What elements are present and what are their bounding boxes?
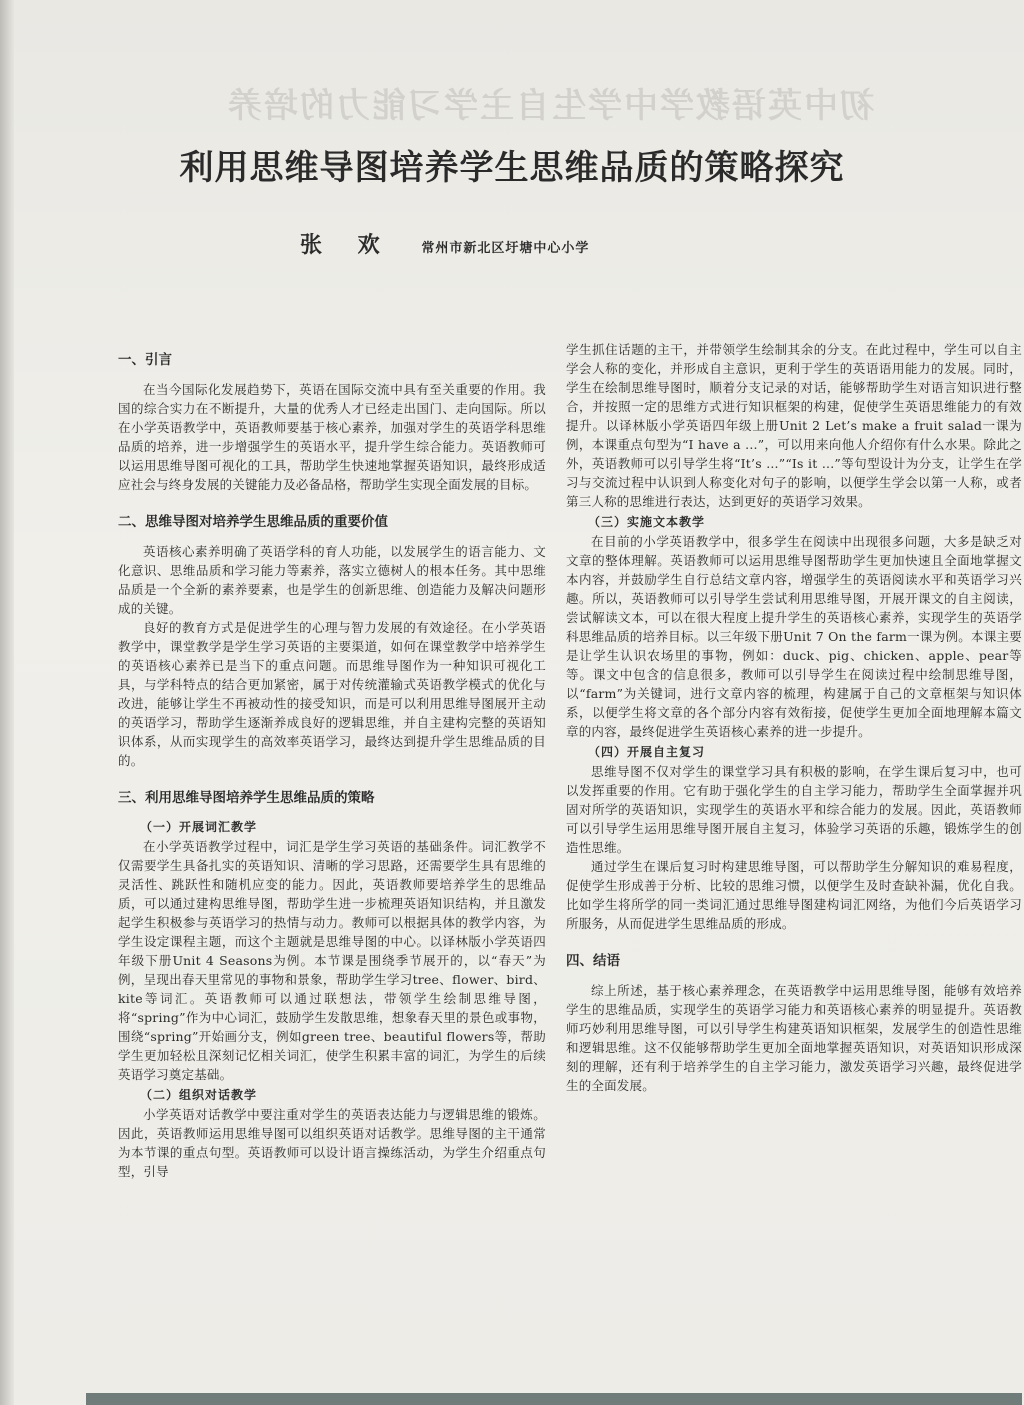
subsection-heading-vocabulary: （一）开展词汇教学 (140, 820, 258, 834)
paragraph: 思维导图不仅对学生的课堂学习具有积极的影响，在学生课后复习中，也可以发挥重要的作用。它有助于强化学生的自主学习能力，帮助学生全面掌握并巩固对所学的英语知识，实现学生的英语水平和综合能力的发展。因此，英语教师可以引导学生运用思维导图开展自主复习，体验学习英语的乐趣，锻炼学生的创造性思维。 (566, 764, 1022, 855)
section-heading-conclusion: 四、结语 (566, 953, 620, 969)
paragraph: 英语核心素养明确了英语学科的育人功能，以发展学生的语言能力、文化意识、思维品质和学习能力等素养，落实立德树人的根本任务。其中思维品质是一个全新的素养要素，也是学生的创新思维、创造能力及解决问题形成的关键。 (118, 544, 546, 616)
left-column (118, 340, 546, 1181)
bleed-through-title: 初中英语教学中学生自主学习能力的培养 (226, 86, 874, 126)
page-edge-shadow (0, 0, 14, 1405)
subsection-heading-dialogue: （二）组织对话教学 (140, 1088, 258, 1102)
section-heading-introduction: 一、引言 (118, 352, 172, 368)
article-title: 利用思维导图培养学生思维品质的策略探究 (179, 148, 845, 188)
bottom-color-stripe (86, 1393, 1022, 1405)
subsection-heading-review: （四）开展自主复习 (588, 745, 706, 759)
subsection-heading-text-reading: （三）实施文本教学 (588, 515, 706, 529)
paragraph: 综上所述，基于核心素养理念，在英语教学中运用思维导图，能够有效培养学生的思维品质，实现学生的英语学习能力和英语核心素养的明显提升。英语教师巧妙利用思维导图，可以引导学生构建英语知识框架，发展学生的创造性思维和逻辑思维。这不仅能够帮助学生更加全面地掌握英语知识，对英语知识形成深刻的理解，还有利于培养学生的自主学习能力，激发英语学习兴趣，最终促进学生的全面发展。 (566, 983, 1022, 1093)
paragraph: 在当今国际化发展趋势下，英语在国际交流中具有至关重要的作用。我国的综合实力在不断提升，大量的优秀人才已经走出国门、走向国际。所以在小学英语教学中，英语教师要基于核心素养，加强对学生的英语学科思维品质的培养，进一步增强学生的英语水平，提升学生综合能力。英语教师可以运用思维导图可视化的工具，帮助学生快速地掌握英语知识，最终形成适应社会与终身发展的关键能力及必备品格，帮助学生实现全面发展的目标。 (118, 382, 546, 492)
paragraph: 小学英语对话教学中要注重对学生的英语表达能力与逻辑思维的锻炼。因此，英语教师运用思维导图可以组织英语对话教学。思维导图的主干通常为本节课的重点句型。英语教师可以设计语言操练活动，为学生介绍重点句型，引导 (118, 1107, 546, 1179)
paragraph: 通过学生在课后复习时构建思维导图，可以帮助学生分解知识的难易程度，促使学生形成善于分析、比较的思维习惯，以便学生及时查缺补漏，优化自我。比如学生将所学的同一类词汇通过思维导图建构词汇网络，为他们今后英语学习所服务，从而促进学生思维品质的形成。 (566, 859, 1022, 931)
byline (300, 228, 820, 259)
right-column (566, 340, 1022, 1095)
paragraph: 在小学英语教学过程中，词汇是学生学习英语的基础条件。词汇教学不仅需要学生具备扎实的英语知识、清晰的学习思路，还需要学生具有思维的灵活性、跳跃性和随机应变的能力。因此，英语教师要培养学生的思维品质，可以通过建构思维导图，帮助学生进一步梳理英语知识结构，并且激发起学生积极参与英语学习的热情与动力。教师可以根据具体的教学内容，为学生设定课程主题，而这个主题就是思维导图的中心。以译林版小学英语四年级下册Unit 4 Seasons为例。本节课是围绕季节展开的，以“春天”为例，呈现出春天里常见的事物和景象，帮助学生学习tree、flower、bird、kite等词汇。英语教师可以通过联想法，带领学生绘制思维导图，将“spring”作为中心词汇，鼓励学生发散思维，想象春天里的景色或事物，围绕“spring”开始画分支，例如green tree、beautiful flowers等，帮助学生更加轻松且深刻记忆相关词汇，使学生积累丰富的词汇，为学生的后续英语学习奠定基础。 (118, 839, 546, 1082)
section-heading-value: 二、思维导图对培养学生思维品质的重要价值 (118, 514, 388, 530)
paragraph: 学生抓住话题的主干，并带领学生绘制其余的分支。在此过程中，学生可以自主学会人称的变化，并形成自主意识，更利于学生的英语语用能力的发展。同时，学生在绘制思维导图时，顺着分支记录的对话，能够帮助学生对语言知识进行整合，并按照一定的思维方式进行知识框架的构建，促使学生英语思维能力的有效提升。以译林版小学英语四年级上册Unit 2 Let’s make a fruit salad一课为例，本课重点句型为“I have a ...”，可以用来向他人介绍你有什么水果。除此之外，英语教师可以引导学生将“It’s ...”“Is it ...”等句型设计为分支，让学生在学习与交流过程中认识到人称变化对句子的影响，以便学生学会以第一人称，或者第三人称的思维进行表达，达到更好的英语学习效果。 (566, 342, 1022, 509)
author-name: 张 欢 (300, 232, 394, 258)
paragraph: 良好的教育方式是促进学生的心理与智力发展的有效途径。在小学英语教学中，课堂教学是学生学习英语的主要渠道，如何在课堂教学中培养学生的英语核心素养已是当下的重点问题。而思维导图作为一种知识可视化工具，与学科特点的结合更加紧密，属于对传统灌输式英语教学模式的优化与改进，能够让学生不再被动性的接受知识，而是可以利用思维导图展开主动的英语学习，帮助学生逐渐养成良好的逻辑思维，并自主建构完整的英语知识体系，从而实现学生的高效率英语学习，最终达到提升学生思维品质的目的。 (118, 620, 546, 768)
author-affiliation: 常州市新北区圩塘中心小学 (421, 241, 590, 256)
section-heading-strategies: 三、利用思维导图培养学生思维品质的策略 (118, 790, 375, 806)
paragraph: 在目前的小学英语教学中，很多学生在阅读中出现很多问题，大多是缺乏对文章的整体理解。英语教师可以运用思维导图帮助学生更加快速且全面地掌握文本内容，并鼓励学生自行总结文章内容，增强学生的英语阅读水平和英语学习兴趣。所以，英语教师可以引导学生尝试利用思维导图，开展开课文的自主阅读，尝试解读文本，可以在很大程度上提升学生的英语核心素养，实现学生的英语学科思维品质的培养目标。以三年级下册Unit 7 On the farm一课为例。本课主要是让学生认识农场里的事物，例如：duck、pig、chicken、apple、pear等等。课文中包含的信息很多，教师可以引导学生在阅读过程中绘制思维导图，以“farm”为关键词，进行文章内容的梳理，构建属于自己的文章框架与知识体系，以便学生将文章的各个部分内容有效衔接，促使学生更加全面地理解本篇文章的内容，最终促进学生英语核心素养的进一步提升。 (566, 534, 1022, 739)
